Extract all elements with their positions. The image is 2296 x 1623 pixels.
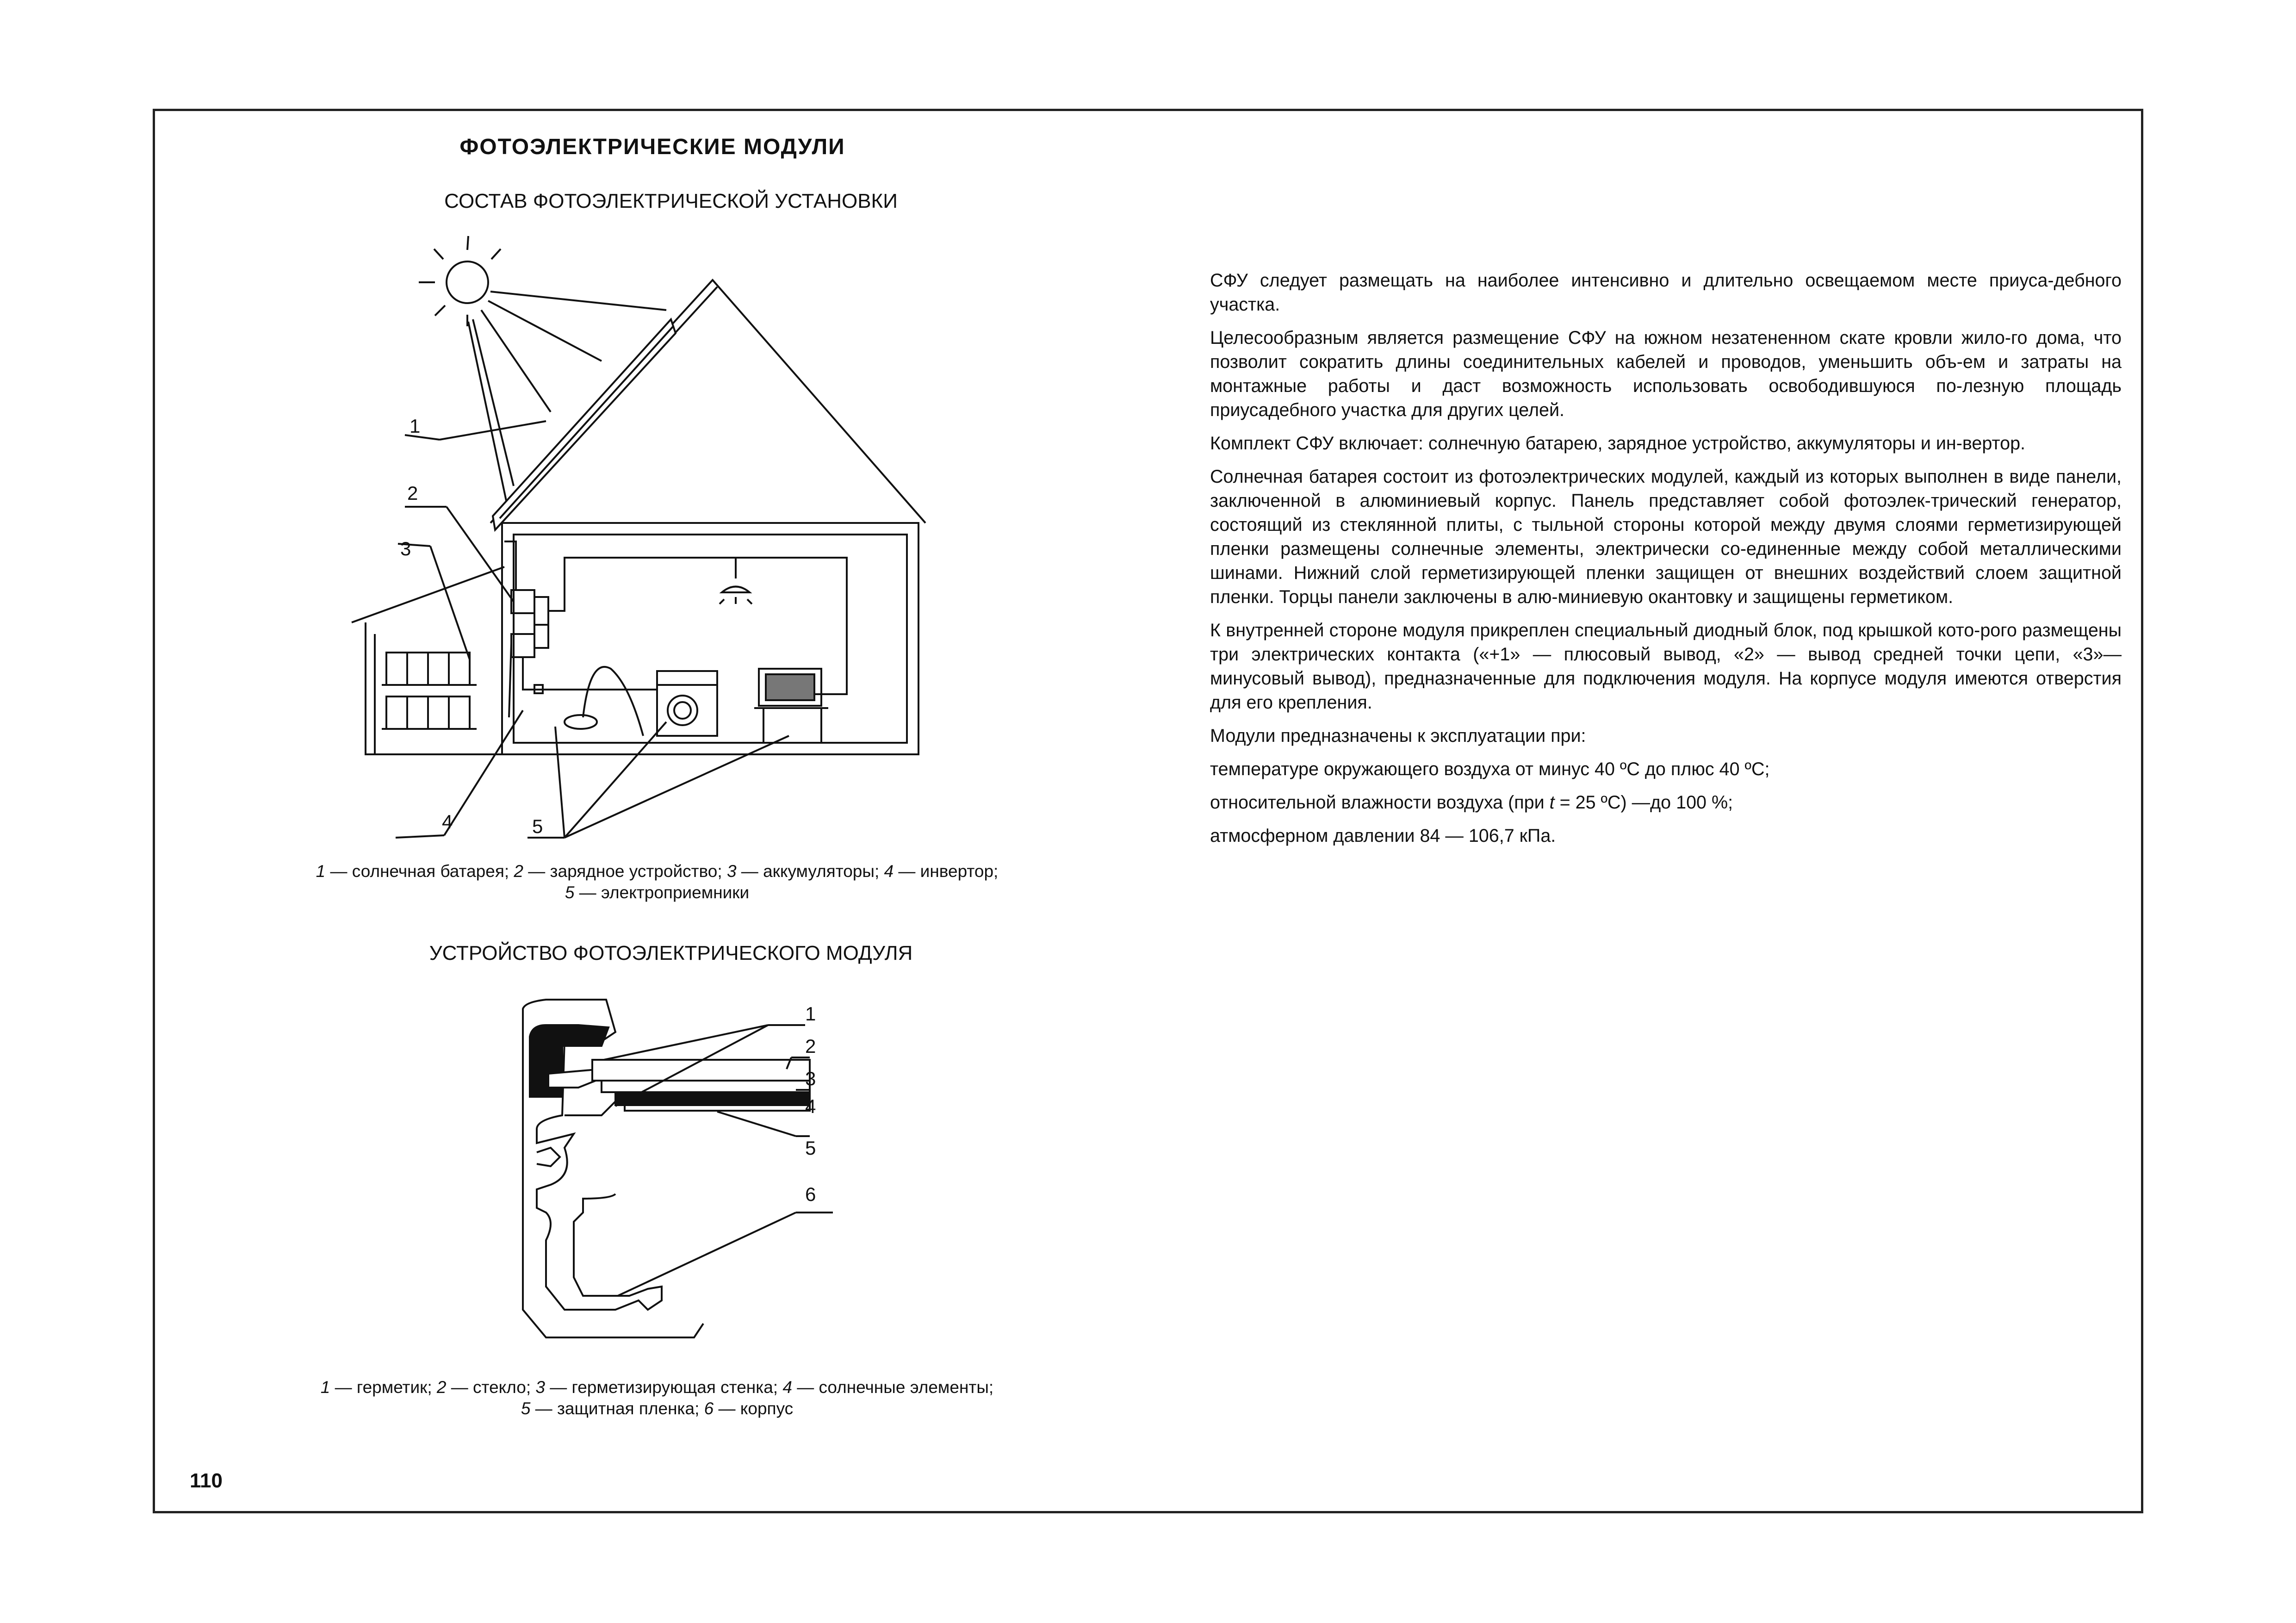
fig2-label-5: 5 (805, 1137, 816, 1159)
fig2-label-6: 6 (805, 1183, 816, 1205)
module-section-diagram (509, 981, 856, 1351)
figure2-heading: УСТРОЙСТВО ФОТОЭЛЕКТРИЧЕСКОГО МОДУЛЯ (429, 942, 913, 964)
paragraph: Солнечная батарея состоит из фотоэлектрических модулей, каждый из которых выполнен в виде панели, заключенной в алюминиевый корпус. Панель представляет собой фотоэлек-трический генератор, состоящий из стеклянной плиты, с тыльной стороны которой между двумя слоями герметизирующей пленки размещены солнечные элементы, электрически со-единенные между собой металлическими шинами. Нижний слой герметизирующей пленки защищен от внешних воздействий слоем защитной пленки. Торцы панели заключены в алю-миниевую окантовку и защищены герметиком. (1210, 466, 2122, 607)
fig2-label-3: 3 (805, 1068, 816, 1089)
body-text (1210, 268, 2122, 857)
house-diagram (324, 227, 972, 852)
condition-item: температуре окружающего воздуха от минус 40 ºС до плюс 40 ºС; (1210, 759, 1770, 779)
figure2-caption: 1 — герметик; 2 — стекло; 3 — герметизирующая стенка; 4 — солнечные элементы; 5 — защитная пленка; 6 — корпус (320, 1378, 994, 1418)
fig1-label-5: 5 (532, 815, 543, 837)
page-title: ФОТОЭЛЕКТРИЧЕСКИЕ МОДУЛИ (459, 135, 845, 159)
fig1-label-2: 2 (407, 482, 418, 504)
condition-item: атмосферном давлении 84 — 106,7 кПа. (1210, 826, 1556, 846)
fig1-label-4: 4 (442, 811, 453, 833)
figure1-heading: СОСТАВ ФОТОЭЛЕКТРИЧЕСКОЙ УСТАНОВКИ (444, 190, 898, 212)
page-number: 110 (190, 1469, 223, 1492)
fig1-label-1: 1 (410, 415, 421, 437)
fig2-label-2: 2 (805, 1035, 816, 1057)
fig2-label-1: 1 (805, 1003, 816, 1025)
fig2-label-4: 4 (805, 1095, 816, 1117)
condition-item: относительной влажности воздуха (при t = 25 ºС) —до 100 %; (1210, 792, 1733, 813)
paragraph: СФУ следует размещать на наиболее интенсивно и длительно освещаемом месте приуса-дебного участка. (1210, 270, 2122, 315)
paragraph: Комплект СФУ включает: солнечную батарею, зарядное устройство, аккумуляторы и ин-вертор. (1210, 433, 2026, 454)
paragraph: Модули предназначены к эксплуатации при: (1210, 726, 1586, 746)
fig1-label-3: 3 (400, 538, 411, 560)
figure1-caption: 1 — солнечная батарея; 2 — зарядное устройство; 3 — аккумуляторы; 4 — инвертор; 5 — электроприемники (316, 862, 999, 902)
paragraph: К внутренней стороне модуля прикреплен специальный диодный блок, под крышкой кото-рого размещены три электрических контакта («+1» — плюсовый вывод, «2» — вывод средней точки цепи, «3»— минусовый вывод), предназначенные для подключения модуля. На корпусе модуля имеются отверстия для его крепления. (1210, 620, 2122, 713)
paragraph: Целесообразным является размещение СФУ на южном незатененном скате кровли жило-го дома, что позволит сократить длины соединительных кабелей и проводов, уменьшить объ-ем и затраты на монтажные работы и даст возможность использовать освободившуюся по-лезную площадь приусадебного участка для других целей. (1210, 328, 2122, 420)
